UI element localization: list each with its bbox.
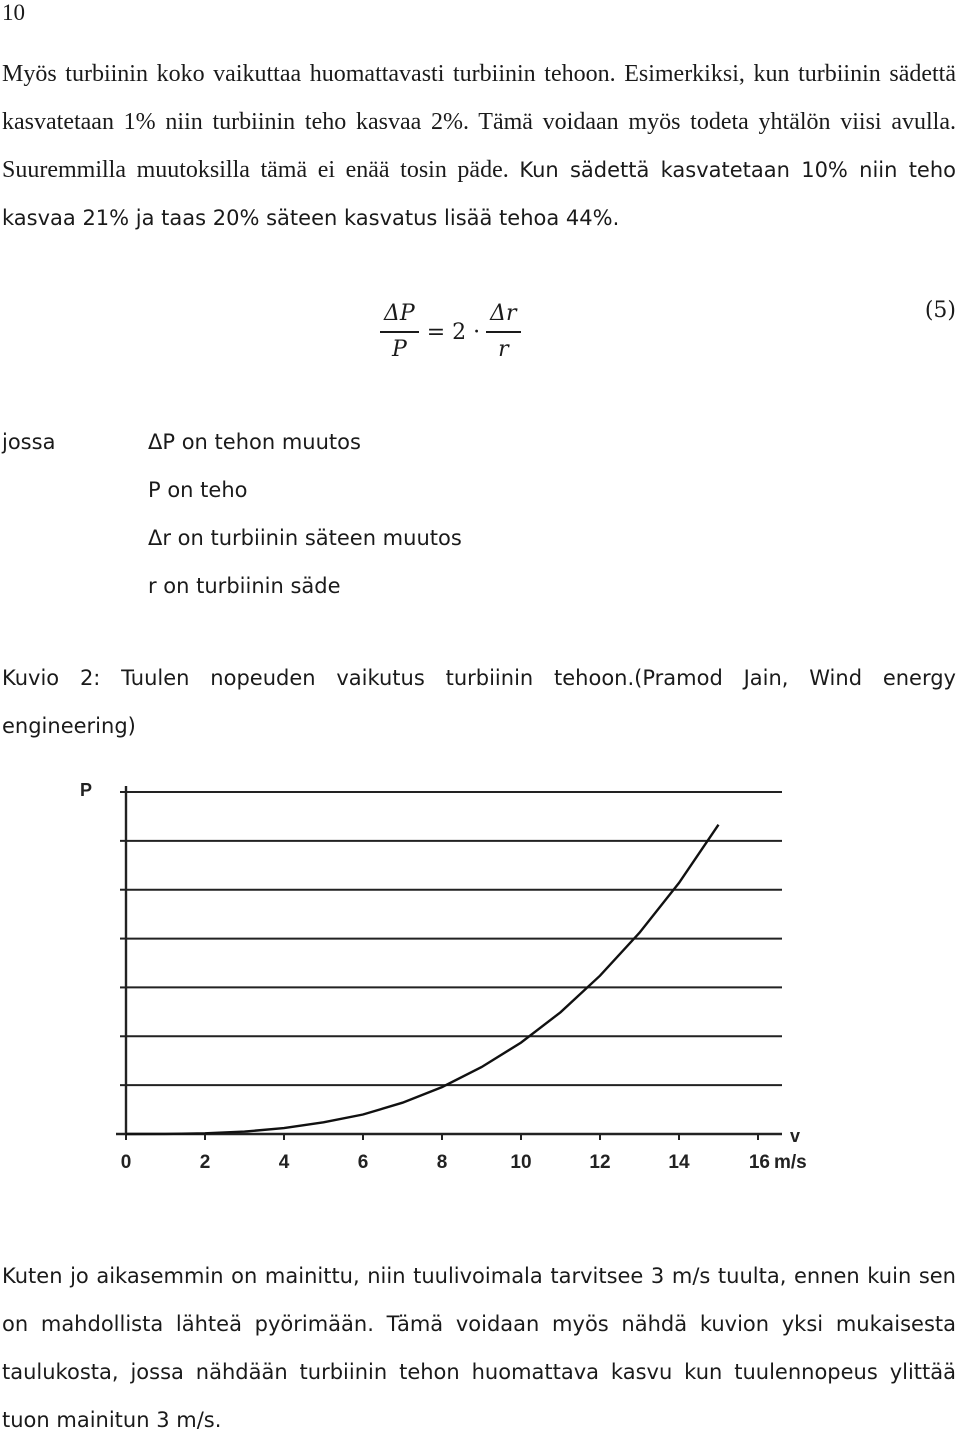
equation-5 [380,292,521,372]
intro-paragraph [2,50,956,242]
equation-rhs-fraction [486,297,520,367]
y-axis-label: P [80,780,93,800]
intro-paragraph-text-2: Kun sädettä kasvatetaan 10% niin teho kasvaa 21% ja taas 20% säteen kasvatus lisää tehoa 44%. [2,158,957,230]
definition-item: Δr on turbiinin säteen muutos [148,526,462,550]
power-curve-chart [70,750,830,1190]
equation-lhs-denominator: P [391,336,407,362]
definition-item: r on turbiinin säde [148,574,341,598]
equation-rhs-numerator: Δr [490,301,517,327]
x-tick-label: 4 [278,1152,290,1173]
x-tick-label: 6 [357,1152,369,1173]
x-tick-label: 12 [589,1152,611,1173]
x-tick-label: 0 [120,1152,132,1173]
definition-item: ΔP on tehon muutos [148,430,361,454]
x-tick-label: 14 [668,1152,690,1173]
page-number: 10 [2,0,25,25]
x-axis-unit: m/s [774,1152,807,1173]
equation-middle: = 2 · [426,319,481,345]
x-axis-label: v [790,1126,801,1146]
definitions-list [148,418,648,610]
x-tick-label: 10 [510,1152,532,1173]
outro-paragraph: Kuten jo aikasemmin on mainittu, niin tuulivoimala tarvitsee 3 m/s tuulta, ennen kuin sen on mahdollista lähteä pyörimään. Tämä voidaan myös nähdä kuvion yksi mukaisesta taulukosta, jossa nähdään turbiinin tehon huomattava kasvu kun tuulennopeus ylittää tuon mainitun 3 m/s. [2,1264,956,1432]
figure-caption: Kuvio 2: Tuulen nopeuden vaikutus turbiinin tehoon.(Pramod Jain, Wind energy engineering) [2,666,956,738]
equation-number: (5) [924,298,956,323]
power-curve-line [126,825,719,1134]
definition-item: P on teho [148,478,248,502]
x-tick-label: 2 [199,1152,211,1173]
x-tick-label: 8 [436,1152,448,1173]
intro-paragraph-text: Myös turbiinin koko vaikuttaa huomattavasti turbiinin tehoon. Esimerkiksi, kun turbiinin sädettä kasvatetaan 1% niin turbiinin teho kasvaa 2%. Tämä voidaan myös todeta yhtälön viisi avulla. Suuremmilla muutoksilla tämä ei enää tosin päde. [2,61,956,183]
power-curve-figure [70,750,830,1190]
equation-lhs-fraction [380,297,419,367]
definitions-label: jossa [2,430,56,454]
x-tick-label: 16 [748,1152,770,1173]
equation-lhs-numerator: ΔP [384,301,415,327]
equation-rhs-denominator: r [498,336,509,362]
